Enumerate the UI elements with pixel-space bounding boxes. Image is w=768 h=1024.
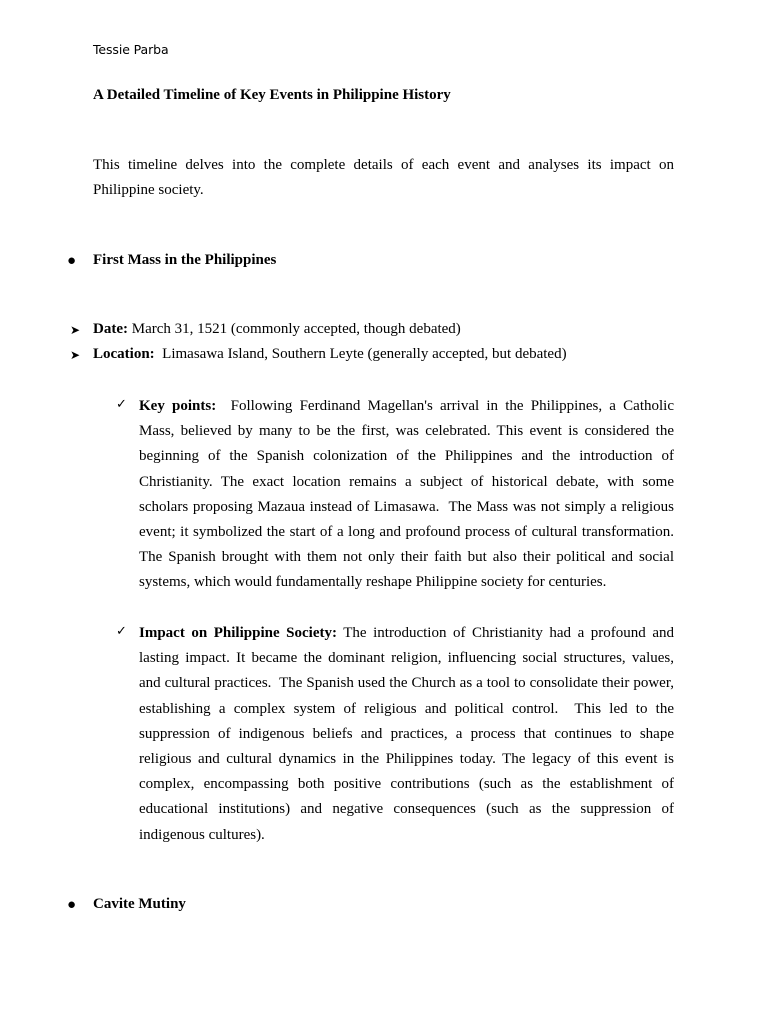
impact-label: Impact on Philippine Society: <box>139 625 337 641</box>
date-value: March 31, 1521 (commonly accepted, though debated) <box>127 321 461 337</box>
location-label: Location: <box>93 346 155 362</box>
arrow-bullet-icon: ➤ <box>70 323 81 337</box>
date-label: Date: <box>93 321 128 337</box>
impact-paragraph <box>139 621 678 848</box>
section-heading-first-mass: First Mass in the Philippines <box>93 252 277 268</box>
location-value: Limasawa Island, Southern Leyte (generally accepted, but debated) <box>154 346 567 362</box>
location-line <box>93 346 567 363</box>
checkmark-icon: ✓ <box>116 397 127 412</box>
impact-text: The introduction of Christianity had a profound and lasting impact. It became the dominant religion, influencing social structures, values, and cultural practices. The Spanish used the Church as a tool to consolidate their power, establishing a complex system of religious and political control. This led to the suppression of indigenous beliefs and practices, a process that continues to shape religious and cultural dynamics in the Philippines today. The legacy of this event is complex, encompassing both positive contributions (such as the establishment of educational institutions) and negative consequences (such as the suppression of indigenous cultures). <box>139 625 678 843</box>
checkmark-icon: ✓ <box>116 624 127 639</box>
document-title: A Detailed Timeline of Key Events in Philippine History <box>93 87 451 103</box>
intro-paragraph: This timeline delves into the complete details of each event and analyses its impact on Philippine society. <box>93 157 674 198</box>
author-name: Tessie Parba <box>93 42 169 57</box>
key-points-label: Key points: <box>139 398 217 414</box>
arrow-bullet-icon: ➤ <box>70 348 81 362</box>
date-line <box>93 321 461 338</box>
key-points-paragraph <box>139 394 682 596</box>
section-heading-cavite-mutiny: Cavite Mutiny <box>93 896 186 912</box>
disc-bullet-icon: ● <box>67 253 77 269</box>
disc-bullet-icon: ● <box>67 897 77 913</box>
key-points-text: Following Ferdinand Magellan's arrival in the Philippines, a Catholic Mass, believed by many to be the first, was celebrated. This event is considered the beginning of the Spanish colonization of the Philippines and the introduction of Christianity. The exact location remains a subject of historical debate, with some scholars proposing Mazaua instead of Limasawa. The Mass was not simply a religious event; it symbolized the start of a long and profound process of cultural transformation. The Spanish brought with them not only their faith but also their political and social systems, which would fundamentally reshape Philippine society for centuries. <box>139 398 682 591</box>
